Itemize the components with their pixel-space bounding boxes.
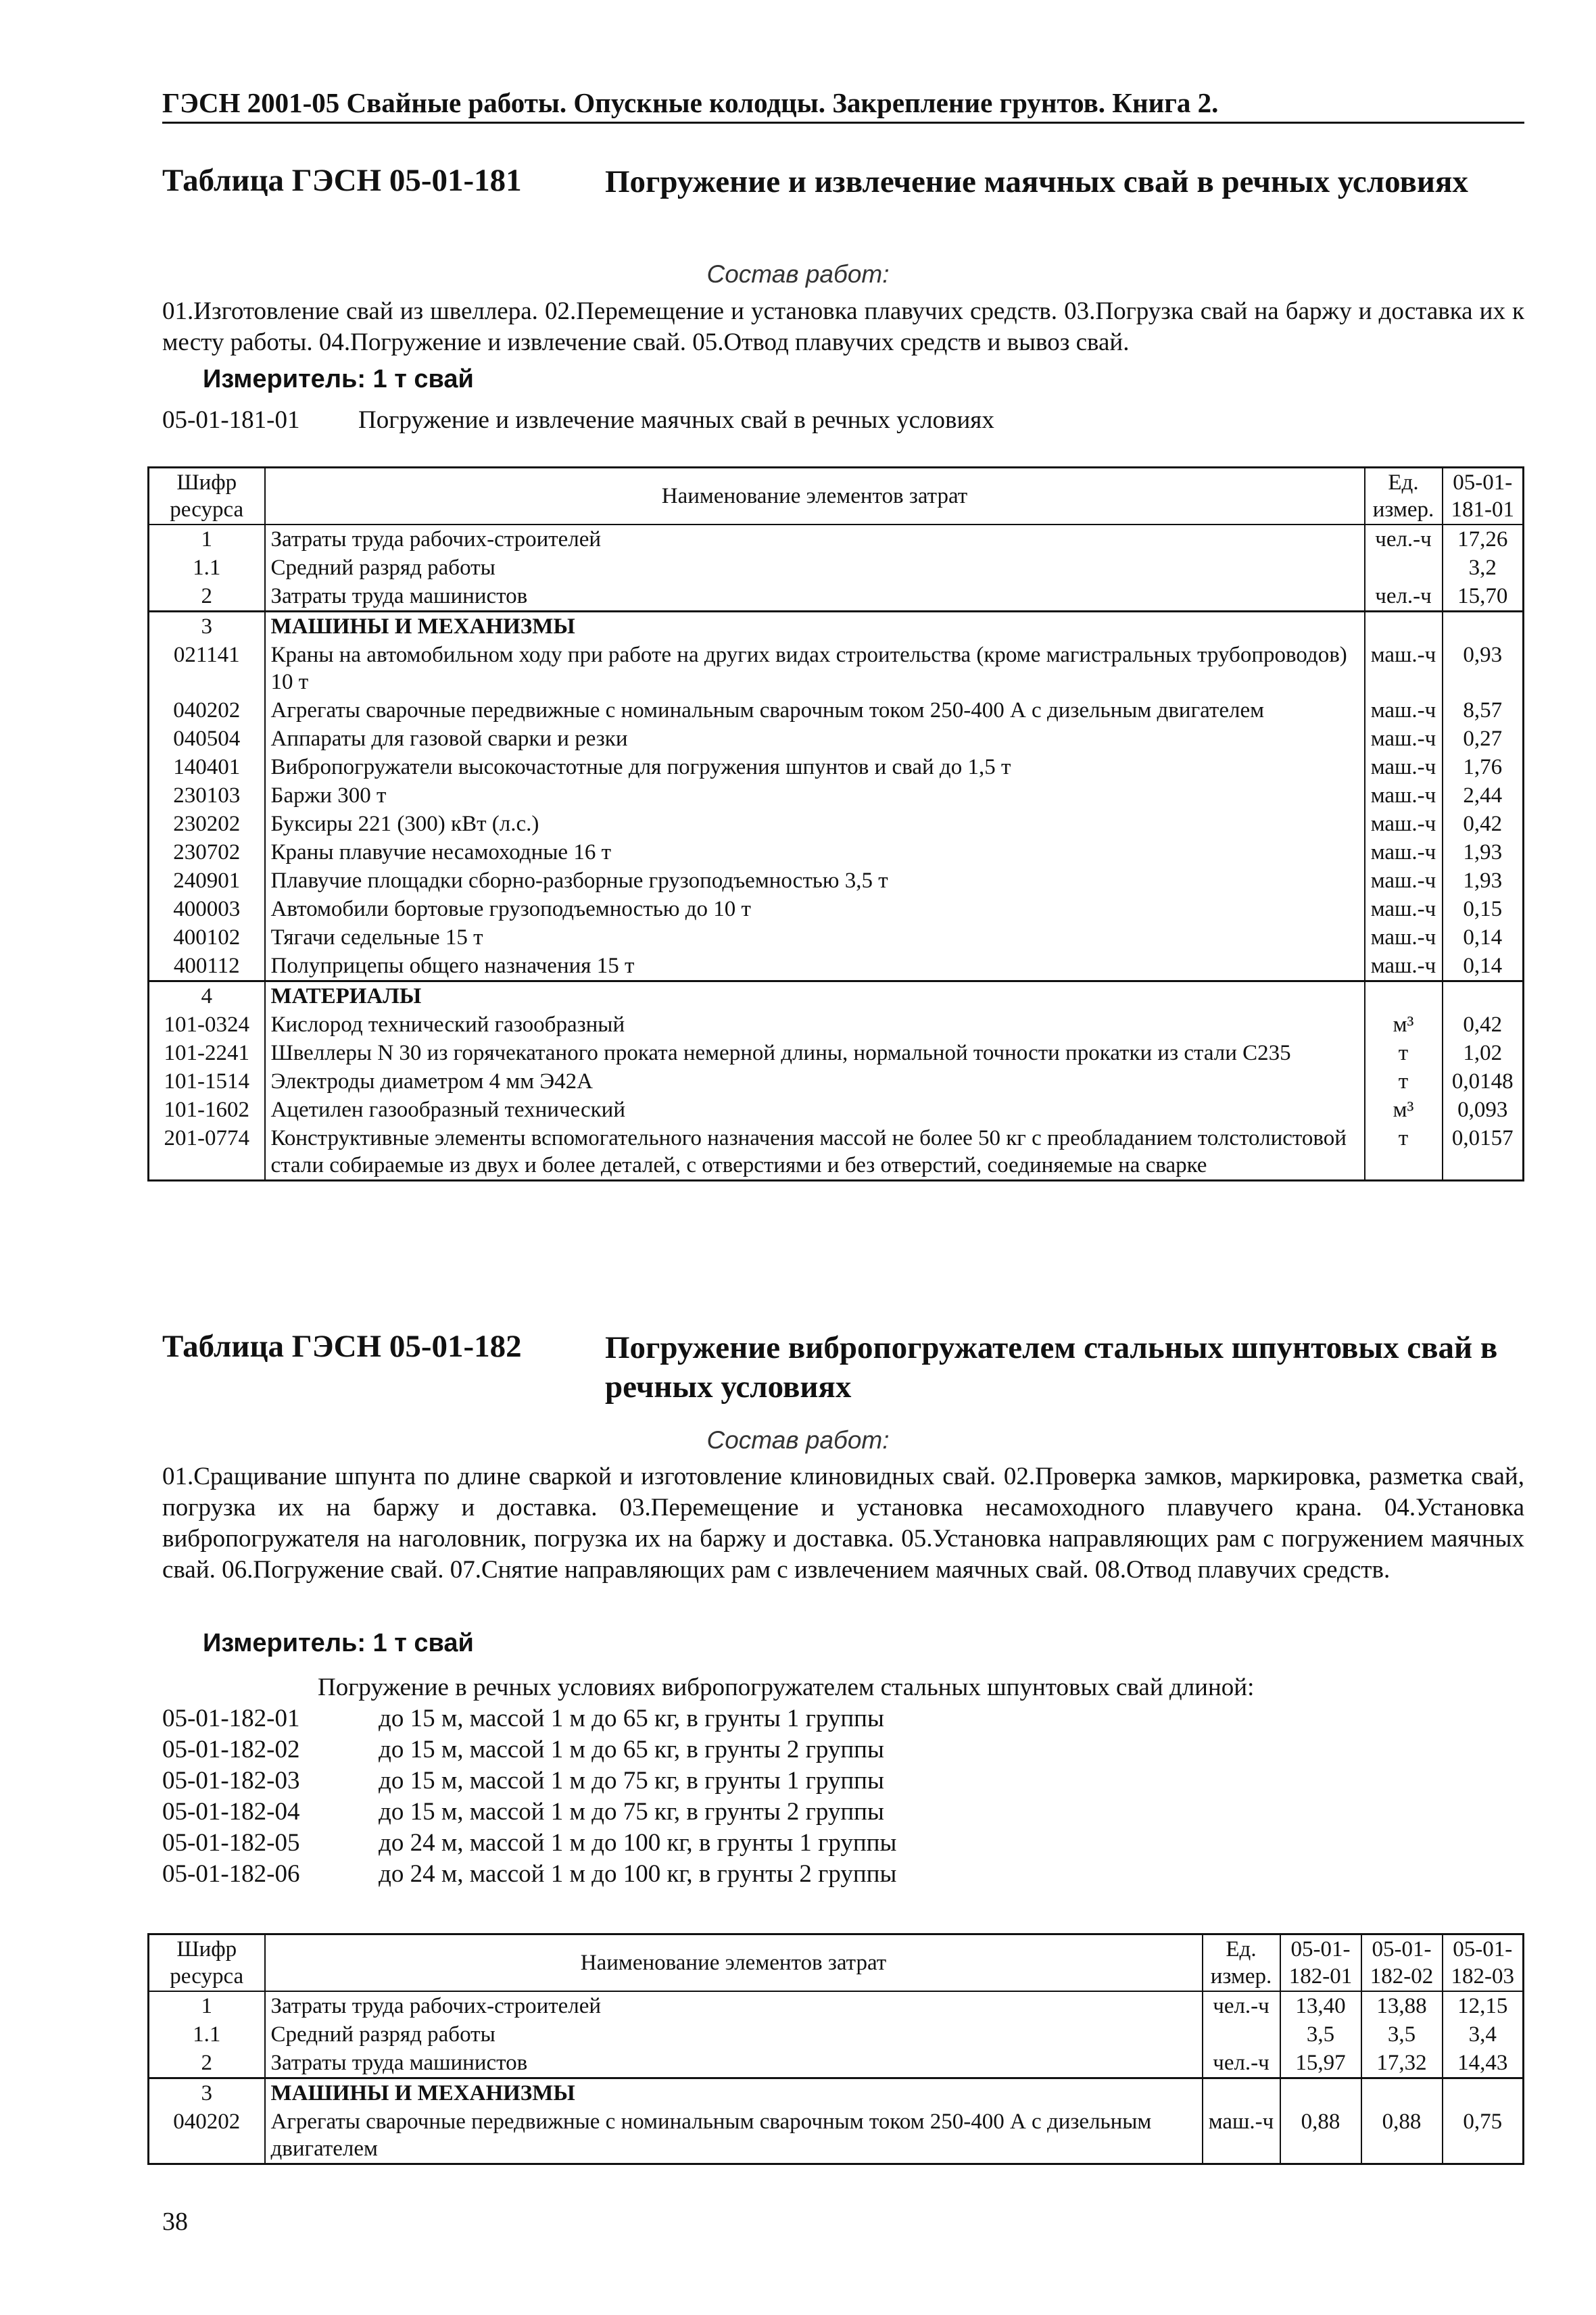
page-number: 38 xyxy=(162,2208,188,2236)
resource-unit xyxy=(1203,2078,1280,2108)
resource-value: 3,2 xyxy=(1468,556,1497,580)
col-code-header: Шифр ресурса xyxy=(149,1934,265,1992)
resource-value-3: 0,75 xyxy=(1463,2110,1503,2134)
col-name-header: Наименование элементов затрат xyxy=(265,468,1365,525)
table1-item-code: 05-01-181-01 xyxy=(162,406,300,434)
resource-name: Средний разряд работы xyxy=(265,2020,1203,2049)
resource-value-3: 14,43 xyxy=(1457,2051,1508,2075)
table1-code: Таблица ГЭСН 05-01-181 xyxy=(162,163,522,198)
resource-value: 1,76 xyxy=(1463,755,1503,779)
table2-cost-table xyxy=(147,1933,1524,2165)
resource-unit: м³ xyxy=(1365,1096,1443,1124)
table1-measure: Измеритель: 1 т свай xyxy=(203,365,474,393)
table2-items xyxy=(162,1703,896,1890)
resource-value: 0,27 xyxy=(1463,727,1503,751)
resource-unit: чел.-ч xyxy=(1365,525,1443,554)
resource-unit: маш.-ч xyxy=(1365,838,1443,867)
resource-unit xyxy=(1365,554,1443,582)
resource-unit: маш.-ч xyxy=(1365,952,1443,981)
resource-name: Электроды диаметром 4 мм Э42А xyxy=(265,1067,1365,1096)
resource-name: Кислород технический газообразный xyxy=(265,1010,1365,1039)
resource-value-3: 12,15 xyxy=(1457,1994,1508,2018)
resource-value: 0,0157 xyxy=(1451,1126,1514,1150)
item-name: до 15 м, массой 1 м до 65 кг, в грунты 2 группы xyxy=(379,1736,884,1763)
item-code: 05-01-182-06 xyxy=(162,1860,300,1888)
resource-name: Агрегаты сварочные передвижные с номинальным сварочным током 250-400 А с дизельным двигателем xyxy=(265,2107,1203,2164)
resource-value-2: 17,32 xyxy=(1361,2049,1443,2078)
table1-composition-label: Состав работ: xyxy=(706,260,890,288)
resource-code: 4 xyxy=(149,981,265,1011)
resource-value: 15,70 xyxy=(1457,584,1508,608)
table-row xyxy=(149,895,1524,923)
list-item xyxy=(162,1859,896,1890)
resource-value: 1,02 xyxy=(1463,1041,1503,1065)
table1-cost-table xyxy=(147,466,1524,1181)
table-row xyxy=(149,2020,1524,2049)
list-item xyxy=(162,1734,896,1765)
col-value3-header: 05-01-182-03 xyxy=(1443,1934,1524,1992)
resource-name: МАШИНЫ И МЕХАНИЗМЫ xyxy=(265,612,1365,641)
table-row xyxy=(149,1039,1524,1067)
table-row xyxy=(149,525,1524,554)
table2-title xyxy=(162,1328,1511,1407)
resource-name: Краны плавучие несамоходные 16 т xyxy=(265,838,1365,867)
table2-measure: Измеритель: 1 т свай xyxy=(203,1629,474,1657)
section-row xyxy=(149,981,1524,1011)
resource-value: 8,57 xyxy=(1463,698,1503,723)
resource-unit: маш.-ч xyxy=(1203,2107,1280,2164)
resource-code: 201-0774 xyxy=(149,1124,265,1181)
resource-name: Тягачи седельные 15 т xyxy=(265,923,1365,952)
resource-code: 230202 xyxy=(149,810,265,838)
resource-value: 0,093 xyxy=(1457,1098,1508,1122)
resource-code: 240901 xyxy=(149,867,265,895)
resource-name: МАТЕРИАЛЫ xyxy=(265,981,1365,1011)
item-name: до 15 м, массой 1 м до 65 кг, в грунты 1 группы xyxy=(379,1705,884,1732)
table-row xyxy=(149,923,1524,952)
resource-value: 0,14 xyxy=(1463,954,1503,978)
resource-name: Агрегаты сварочные передвижные с номинальным сварочным током 250-400 А с дизельным двигателем xyxy=(265,696,1365,725)
item-code: 05-01-182-01 xyxy=(162,1705,300,1732)
resource-name: Затраты труда рабочих-строителей xyxy=(265,1991,1203,2020)
table-row xyxy=(149,1010,1524,1039)
table2-intro: Погружение в речных условиях вибропогружателем стальных шпунтовых свай длиной: xyxy=(318,1674,1255,1701)
resource-name: Затраты труда машинистов xyxy=(265,2049,1203,2078)
table1-title xyxy=(162,162,1511,201)
col-value1-header: 05-01-182-01 xyxy=(1280,1934,1361,1992)
resource-unit xyxy=(1203,2020,1280,2049)
resource-value: 0,93 xyxy=(1463,643,1503,667)
resource-code: 1.1 xyxy=(149,2020,265,2049)
resource-unit: м³ xyxy=(1365,1010,1443,1039)
resource-code: 230103 xyxy=(149,781,265,810)
resource-value xyxy=(1443,612,1524,641)
resource-code: 400112 xyxy=(149,952,265,981)
resource-value: 1,93 xyxy=(1463,869,1503,893)
resource-value-1: 0,88 xyxy=(1280,2107,1361,2164)
resource-value-1 xyxy=(1280,2078,1361,2108)
resource-name: Баржи 300 т xyxy=(265,781,1365,810)
resource-unit: маш.-ч xyxy=(1365,725,1443,753)
item-code: 05-01-182-03 xyxy=(162,1767,300,1795)
resource-value-2 xyxy=(1361,2078,1443,2108)
item-name: до 24 м, массой 1 м до 100 кг, в грунты 1 группы xyxy=(379,1829,897,1857)
resource-unit xyxy=(1365,612,1443,641)
item-name: до 15 м, массой 1 м до 75 кг, в грунты 2 группы xyxy=(379,1798,884,1826)
resource-unit: маш.-ч xyxy=(1365,895,1443,923)
resource-code: 101-0324 xyxy=(149,1010,265,1039)
resource-name: Конструктивные элементы вспомогательного назначения массой не более 50 кг с преобладанием толстолистовой стали собираемые из двух и более деталей, с отверстиями и без отверстий, соединяемые на сварке xyxy=(265,1124,1365,1181)
resource-unit: т xyxy=(1365,1124,1443,1181)
resource-value-1: 15,97 xyxy=(1280,2049,1361,2078)
resource-unit: маш.-ч xyxy=(1365,753,1443,781)
resource-name: Ацетилен газообразный технический xyxy=(265,1096,1365,1124)
resource-value-1: 13,40 xyxy=(1280,1991,1361,2020)
table2-composition-label: Состав работ: xyxy=(706,1426,890,1454)
resource-unit: маш.-ч xyxy=(1365,923,1443,952)
resource-value-3: 3,4 xyxy=(1468,2022,1497,2047)
table-row xyxy=(149,753,1524,781)
resource-name: Плавучие площадки сборно-разборные грузоподъемностью 3,5 т xyxy=(265,867,1365,895)
item-code: 05-01-182-04 xyxy=(162,1798,300,1826)
table1-item-name: Погружение и извлечение маячных свай в речных условиях xyxy=(358,406,994,434)
table-row xyxy=(149,641,1524,696)
table1-composition: 01.Изготовление свай из швеллера. 02.Перемещение и установка плавучих средств. 03.Погрузка свай на баржу и доставка их к месту работы. 04.Погружение и извлечение свай. 05.Отвод плавучих средств и вывоз свай. xyxy=(162,297,1524,356)
resource-value-2: 3,5 xyxy=(1361,2020,1443,2049)
resource-name: Полуприцепы общего назначения 15 т xyxy=(265,952,1365,981)
resource-code: 3 xyxy=(149,2078,265,2108)
resource-value-3 xyxy=(1443,2078,1524,2108)
resource-name: МАШИНЫ И МЕХАНИЗМЫ xyxy=(265,2078,1203,2108)
section-row xyxy=(149,612,1524,641)
resource-unit: маш.-ч xyxy=(1365,867,1443,895)
resource-code: 1 xyxy=(149,525,265,554)
table1-name: Погружение и извлечение маячных свай в речных условиях xyxy=(605,164,1468,199)
table1-item xyxy=(162,406,994,435)
table-row xyxy=(149,781,1524,810)
resource-value xyxy=(1443,981,1524,1011)
resource-unit: чел.-ч xyxy=(1365,582,1443,612)
col-value2-header: 05-01-182-02 xyxy=(1361,1934,1443,1992)
resource-code: 040202 xyxy=(149,2107,265,2164)
table-row xyxy=(149,725,1524,753)
resource-value: 0,14 xyxy=(1463,925,1503,950)
resource-value: 0,42 xyxy=(1463,1013,1503,1037)
resource-name: Аппараты для газовой сварки и резки xyxy=(265,725,1365,753)
col-code-header: Шифр ресурса xyxy=(149,468,265,525)
resource-value: 1,93 xyxy=(1463,840,1503,864)
resource-unit: маш.-ч xyxy=(1365,781,1443,810)
resource-code: 400102 xyxy=(149,923,265,952)
resource-code: 021141 xyxy=(149,641,265,696)
resource-value: 0,42 xyxy=(1463,812,1503,836)
table-row xyxy=(149,1096,1524,1124)
resource-code: 101-2241 xyxy=(149,1039,265,1067)
table-row xyxy=(149,1124,1524,1181)
table-row xyxy=(149,810,1524,838)
item-code: 05-01-182-02 xyxy=(162,1736,300,1763)
table-row xyxy=(149,1991,1524,2020)
table-row xyxy=(149,1067,1524,1096)
resource-code: 040504 xyxy=(149,725,265,753)
table2-code: Таблица ГЭСН 05-01-182 xyxy=(162,1329,522,1364)
resource-name: Затраты труда рабочих-строителей xyxy=(265,525,1365,554)
col-unit-header: Ед. измер. xyxy=(1203,1934,1280,1992)
resource-name: Затраты труда машинистов xyxy=(265,582,1365,612)
resource-code: 101-1514 xyxy=(149,1067,265,1096)
resource-unit: маш.-ч xyxy=(1365,810,1443,838)
resource-code: 2 xyxy=(149,2049,265,2078)
list-item xyxy=(162,1765,896,1797)
table2-composition: 01.Сращивание шпунта по длине сваркой и изготовление клиновидных свай. 02.Проверка замков, маркировка, разметка свай, погрузка их на баржу и доставка. 03.Перемещение и установка несамоходного плавучего крана. 04.Установка вибропогружателя на наголовник, погрузка их на баржу и доставка. 05.Установка направляющих рам с погружением маячных свай. 06.Погружение свай. 07.Снятие направляющих рам с извлечением маячных свай. 08.Отвод плавучих средств. xyxy=(162,1463,1524,1584)
list-item xyxy=(162,1828,896,1859)
resource-value: 2,44 xyxy=(1463,783,1503,808)
resource-name: Буксиры 221 (300) кВт (л.с.) xyxy=(265,810,1365,838)
resource-code: 040202 xyxy=(149,696,265,725)
resource-code: 400003 xyxy=(149,895,265,923)
resource-code: 1 xyxy=(149,1991,265,2020)
resource-code: 230702 xyxy=(149,838,265,867)
resource-code: 2 xyxy=(149,582,265,612)
running-header: ГЭСН 2001-05 Свайные работы. Опускные колодцы. Закрепление грунтов. Книга 2. xyxy=(162,87,1524,124)
resource-value-2: 0,88 xyxy=(1361,2107,1443,2164)
item-code: 05-01-182-05 xyxy=(162,1829,300,1857)
table2-name: Погружение вибропогружателем стальных шпунтовых свай в речных условиях xyxy=(605,1330,1498,1405)
resource-value-1: 3,5 xyxy=(1280,2020,1361,2049)
resource-unit: маш.-ч xyxy=(1365,696,1443,725)
table-row xyxy=(149,696,1524,725)
resource-name: Автомобили бортовые грузоподъемностью до 10 т xyxy=(265,895,1365,923)
resource-unit: маш.-ч xyxy=(1365,641,1443,696)
section-row xyxy=(149,2078,1524,2108)
resource-unit xyxy=(1365,981,1443,1011)
col-unit-header: Ед. измер. xyxy=(1365,468,1443,525)
table-row xyxy=(149,867,1524,895)
resource-code: 101-1602 xyxy=(149,1096,265,1124)
resource-value: 0,0148 xyxy=(1451,1069,1514,1094)
resource-code: 3 xyxy=(149,612,265,641)
item-name: до 24 м, массой 1 м до 100 кг, в грунты 2 группы xyxy=(379,1860,897,1888)
resource-unit: чел.-ч xyxy=(1203,2049,1280,2078)
resource-unit: т xyxy=(1365,1039,1443,1067)
table-row xyxy=(149,952,1524,981)
resource-code: 140401 xyxy=(149,753,265,781)
resource-name: Краны на автомобильном ходу при работе на других видах строительства (кроме магистральных трубопроводов) 10 т xyxy=(265,641,1365,696)
item-name: до 15 м, массой 1 м до 75 кг, в грунты 1 группы xyxy=(379,1767,884,1795)
table-row xyxy=(149,838,1524,867)
list-item xyxy=(162,1703,896,1734)
resource-unit: т xyxy=(1365,1067,1443,1096)
resource-unit: чел.-ч xyxy=(1203,1991,1280,2020)
resource-code: 1.1 xyxy=(149,554,265,582)
resource-name: Вибропогружатели высокочастотные для погружения шпунтов и свай до 1,5 т xyxy=(265,753,1365,781)
resource-name: Средний разряд работы xyxy=(265,554,1365,582)
table-row xyxy=(149,2107,1524,2164)
resource-name: Швеллеры N 30 из горячекатаного проката немерной длины, нормальной точности прокатки из стали С235 xyxy=(265,1039,1365,1067)
col-value-header: 05-01-181-01 xyxy=(1443,468,1524,525)
resource-value: 17,26 xyxy=(1457,527,1508,552)
table-row xyxy=(149,2049,1524,2078)
list-item xyxy=(162,1797,896,1828)
resource-value: 0,15 xyxy=(1463,897,1503,921)
table-row xyxy=(149,582,1524,612)
resource-value-2: 13,88 xyxy=(1361,1991,1443,2020)
col-name-header: Наименование элементов затрат xyxy=(265,1934,1203,1992)
table-row xyxy=(149,554,1524,582)
